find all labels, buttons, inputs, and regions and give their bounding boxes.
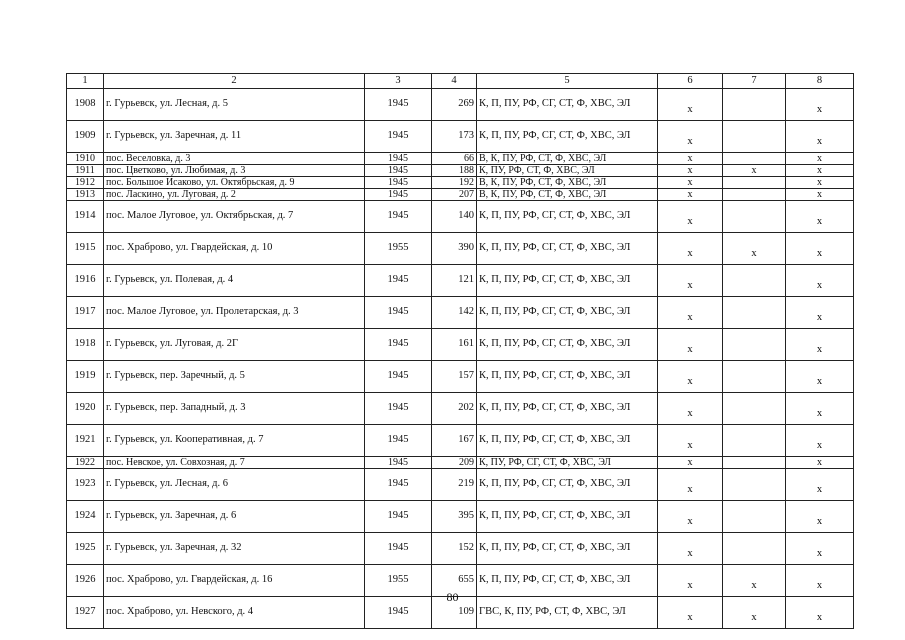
column-6-mark-cell: x — [658, 501, 723, 533]
row-number-cell: 1918 — [67, 329, 104, 361]
year-cell: 1955 — [365, 565, 432, 597]
address-cell: г. Гурьевск, ул. Заречная, д. 6 — [104, 501, 365, 533]
column-8-mark-cell: x — [786, 457, 854, 469]
address-cell: г. Гурьевск, пер. Заречный, д. 5 — [104, 361, 365, 393]
systems-cell: К, П, ПУ, РФ, СГ, СТ, Ф, ХВС, ЭЛ — [477, 89, 658, 121]
row-number-cell: 1923 — [67, 469, 104, 501]
column-6-mark-cell: x — [658, 189, 723, 201]
table-row — [67, 361, 854, 393]
column-6-mark-cell: x — [658, 265, 723, 297]
year-cell: 1945 — [365, 393, 432, 425]
address-cell: г. Гурьевск, ул. Кооперативная, д. 7 — [104, 425, 365, 457]
systems-cell: К, ПУ, РФ, СТ, Ф, ХВС, ЭЛ — [477, 165, 658, 177]
column-7-mark-cell — [723, 393, 786, 425]
area-cell: 152 — [432, 533, 477, 565]
column-header: 5 — [477, 74, 658, 89]
systems-cell: К, ПУ, РФ, СГ, СТ, Ф, ХВС, ЭЛ — [477, 457, 658, 469]
address-cell: г. Гурьевск, пер. Западный, д. 3 — [104, 393, 365, 425]
area-cell: 157 — [432, 361, 477, 393]
address-cell: г. Гурьевск, ул. Заречная, д. 32 — [104, 533, 365, 565]
address-cell: г. Гурьевск, ул. Заречная, д. 11 — [104, 121, 365, 153]
column-7-mark-cell — [723, 297, 786, 329]
column-7-mark-cell — [723, 533, 786, 565]
year-cell: 1945 — [365, 329, 432, 361]
column-6-mark-cell: x — [658, 89, 723, 121]
column-7-mark-cell — [723, 189, 786, 201]
column-7-mark-cell: x — [723, 565, 786, 597]
row-number-cell: 1914 — [67, 201, 104, 233]
table-row — [67, 425, 854, 457]
systems-cell: К, П, ПУ, РФ, СГ, СТ, Ф, ХВС, ЭЛ — [477, 265, 658, 297]
column-7-mark-cell — [723, 501, 786, 533]
address-cell: г. Гурьевск, ул. Лесная, д. 6 — [104, 469, 365, 501]
systems-cell: В, К, ПУ, РФ, СТ, Ф, ХВС, ЭЛ — [477, 177, 658, 189]
area-cell: 167 — [432, 425, 477, 457]
address-cell: г. Гурьевск, ул. Полевая, д. 4 — [104, 265, 365, 297]
year-cell: 1945 — [365, 121, 432, 153]
housing-register-table — [66, 73, 854, 629]
row-number-cell: 1917 — [67, 297, 104, 329]
systems-cell: К, П, ПУ, РФ, СГ, СТ, Ф, ХВС, ЭЛ — [477, 329, 658, 361]
address-cell: г. Гурьевск, ул. Луговая, д. 2Г — [104, 329, 365, 361]
address-cell: пос. Храброво, ул. Гвардейская, д. 16 — [104, 565, 365, 597]
column-8-mark-cell: x — [786, 297, 854, 329]
year-cell: 1945 — [365, 189, 432, 201]
column-8-mark-cell: x — [786, 565, 854, 597]
column-6-mark-cell: x — [658, 393, 723, 425]
area-cell: 390 — [432, 233, 477, 265]
column-8-mark-cell: x — [786, 153, 854, 165]
column-6-mark-cell: x — [658, 165, 723, 177]
area-cell: 269 — [432, 89, 477, 121]
column-header: 4 — [432, 74, 477, 89]
column-7-mark-cell — [723, 89, 786, 121]
systems-cell: В, К, ПУ, РФ, СТ, Ф, ХВС, ЭЛ — [477, 189, 658, 201]
row-number-cell: 1915 — [67, 233, 104, 265]
area-cell: 161 — [432, 329, 477, 361]
area-cell: 66 — [432, 153, 477, 165]
table-row — [67, 153, 854, 165]
row-number-cell: 1922 — [67, 457, 104, 469]
year-cell: 1945 — [365, 89, 432, 121]
year-cell: 1945 — [365, 297, 432, 329]
year-cell: 1945 — [365, 165, 432, 177]
column-6-mark-cell: x — [658, 361, 723, 393]
year-cell: 1945 — [365, 201, 432, 233]
table-row — [67, 533, 854, 565]
column-header: 6 — [658, 74, 723, 89]
column-7-mark-cell: x — [723, 597, 786, 629]
column-8-mark-cell: x — [786, 121, 854, 153]
column-6-mark-cell: x — [658, 233, 723, 265]
column-header: 7 — [723, 74, 786, 89]
table-row — [67, 297, 854, 329]
address-cell: пос. Ласкино, ул. Луговая, д. 2 — [104, 189, 365, 201]
column-8-mark-cell: x — [786, 189, 854, 201]
column-header: 2 — [104, 74, 365, 89]
table-row — [67, 457, 854, 469]
table-row — [67, 393, 854, 425]
column-8-mark-cell: x — [786, 201, 854, 233]
table-row — [67, 329, 854, 361]
year-cell: 1945 — [365, 533, 432, 565]
column-8-mark-cell: x — [786, 425, 854, 457]
area-cell: 142 — [432, 297, 477, 329]
column-8-mark-cell: x — [786, 533, 854, 565]
row-number-cell: 1909 — [67, 121, 104, 153]
column-6-mark-cell: x — [658, 329, 723, 361]
table-row — [67, 469, 854, 501]
area-cell: 202 — [432, 393, 477, 425]
table-row — [67, 501, 854, 533]
column-8-mark-cell: x — [786, 177, 854, 189]
address-cell: пос. Большое Исаково, ул. Октябрьская, д. 9 — [104, 177, 365, 189]
column-6-mark-cell: x — [658, 425, 723, 457]
column-6-mark-cell: x — [658, 533, 723, 565]
year-cell: 1945 — [365, 469, 432, 501]
row-number-cell: 1913 — [67, 189, 104, 201]
column-6-mark-cell: x — [658, 565, 723, 597]
address-cell: пос. Малое Луговое, ул. Пролетарская, д. 3 — [104, 297, 365, 329]
address-cell: пос. Невское, ул. Совхозная, д. 7 — [104, 457, 365, 469]
column-7-mark-cell — [723, 457, 786, 469]
address-cell: пос. Веселовка, д. 3 — [104, 153, 365, 165]
area-cell: 395 — [432, 501, 477, 533]
systems-cell: К, П, ПУ, РФ, СГ, СТ, Ф, ХВС, ЭЛ — [477, 297, 658, 329]
systems-cell: К, П, ПУ, РФ, СГ, СТ, Ф, ХВС, ЭЛ — [477, 469, 658, 501]
column-header: 1 — [67, 74, 104, 89]
column-6-mark-cell: x — [658, 121, 723, 153]
area-cell: 109 — [432, 597, 477, 629]
column-7-mark-cell — [723, 201, 786, 233]
column-7-mark-cell — [723, 425, 786, 457]
column-7-mark-cell — [723, 153, 786, 165]
column-6-mark-cell: x — [658, 153, 723, 165]
address-cell: г. Гурьевск, ул. Лесная, д. 5 — [104, 89, 365, 121]
table-row — [67, 121, 854, 153]
table-body — [67, 89, 854, 629]
column-8-mark-cell: x — [786, 393, 854, 425]
systems-cell: К, П, ПУ, РФ, СГ, СТ, Ф, ХВС, ЭЛ — [477, 565, 658, 597]
column-8-mark-cell: x — [786, 329, 854, 361]
page-number: 80 — [446, 590, 459, 604]
table-row — [67, 89, 854, 121]
systems-cell: К, П, ПУ, РФ, СГ, СТ, Ф, ХВС, ЭЛ — [477, 501, 658, 533]
systems-cell: ГВС, К, ПУ, РФ, СТ, Ф, ХВС, ЭЛ — [477, 597, 658, 629]
row-number-cell: 1921 — [67, 425, 104, 457]
address-cell: пос. Храброво, ул. Невского, д. 4 — [104, 597, 365, 629]
column-6-mark-cell: x — [658, 469, 723, 501]
column-7-mark-cell: x — [723, 165, 786, 177]
column-7-mark-cell — [723, 469, 786, 501]
column-7-mark-cell — [723, 121, 786, 153]
systems-cell: К, П, ПУ, РФ, СГ, СТ, Ф, ХВС, ЭЛ — [477, 121, 658, 153]
year-cell: 1955 — [365, 233, 432, 265]
table-row — [67, 165, 854, 177]
column-8-mark-cell: x — [786, 89, 854, 121]
column-7-mark-cell — [723, 329, 786, 361]
systems-cell: К, П, ПУ, РФ, СГ, СТ, Ф, ХВС, ЭЛ — [477, 201, 658, 233]
systems-cell: В, К, ПУ, РФ, СТ, Ф, ХВС, ЭЛ — [477, 153, 658, 165]
area-cell: 188 — [432, 165, 477, 177]
column-header: 8 — [786, 74, 854, 89]
row-number-cell: 1910 — [67, 153, 104, 165]
row-number-cell: 1925 — [67, 533, 104, 565]
column-header: 3 — [365, 74, 432, 89]
column-8-mark-cell: x — [786, 265, 854, 297]
column-6-mark-cell: x — [658, 597, 723, 629]
area-cell: 121 — [432, 265, 477, 297]
systems-cell: К, П, ПУ, РФ, СГ, СТ, Ф, ХВС, ЭЛ — [477, 233, 658, 265]
area-cell: 140 — [432, 201, 477, 233]
column-7-mark-cell — [723, 265, 786, 297]
year-cell: 1945 — [365, 425, 432, 457]
year-cell: 1945 — [365, 153, 432, 165]
column-7-mark-cell — [723, 361, 786, 393]
row-number-cell: 1908 — [67, 89, 104, 121]
year-cell: 1945 — [365, 177, 432, 189]
systems-cell: К, П, ПУ, РФ, СГ, СТ, Ф, ХВС, ЭЛ — [477, 393, 658, 425]
area-cell: 207 — [432, 189, 477, 201]
address-cell: пос. Цветково, ул. Любимая, д. 3 — [104, 165, 365, 177]
column-6-mark-cell: x — [658, 297, 723, 329]
column-6-mark-cell: x — [658, 177, 723, 189]
row-number-cell: 1920 — [67, 393, 104, 425]
column-6-mark-cell: x — [658, 201, 723, 233]
row-number-cell: 1927 — [67, 597, 104, 629]
column-8-mark-cell: x — [786, 361, 854, 393]
area-cell: 192 — [432, 177, 477, 189]
row-number-cell: 1924 — [67, 501, 104, 533]
year-cell: 1945 — [365, 361, 432, 393]
table-row — [67, 189, 854, 201]
column-7-mark-cell: x — [723, 233, 786, 265]
systems-cell: К, П, ПУ, РФ, СГ, СТ, Ф, ХВС, ЭЛ — [477, 425, 658, 457]
row-number-cell: 1916 — [67, 265, 104, 297]
table-row — [67, 201, 854, 233]
column-8-mark-cell: x — [786, 469, 854, 501]
column-8-mark-cell: x — [786, 501, 854, 533]
address-cell: пос. Малое Луговое, ул. Октябрьская, д. 7 — [104, 201, 365, 233]
address-cell: пос. Храброво, ул. Гвардейская, д. 10 — [104, 233, 365, 265]
table-row — [67, 177, 854, 189]
area-cell: 655 — [432, 565, 477, 597]
row-number-cell: 1911 — [67, 165, 104, 177]
area-cell: 219 — [432, 469, 477, 501]
year-cell: 1945 — [365, 457, 432, 469]
area-cell: 209 — [432, 457, 477, 469]
systems-cell: К, П, ПУ, РФ, СГ, СТ, Ф, ХВС, ЭЛ — [477, 533, 658, 565]
table-row — [67, 265, 854, 297]
column-8-mark-cell: x — [786, 233, 854, 265]
systems-cell: К, П, ПУ, РФ, СГ, СТ, Ф, ХВС, ЭЛ — [477, 361, 658, 393]
column-7-mark-cell — [723, 177, 786, 189]
column-8-mark-cell: x — [786, 597, 854, 629]
area-cell: 173 — [432, 121, 477, 153]
column-6-mark-cell: x — [658, 457, 723, 469]
row-number-cell: 1926 — [67, 565, 104, 597]
table-row — [67, 233, 854, 265]
year-cell: 1945 — [365, 597, 432, 629]
row-number-cell: 1919 — [67, 361, 104, 393]
row-number-cell: 1912 — [67, 177, 104, 189]
year-cell: 1945 — [365, 265, 432, 297]
column-8-mark-cell: x — [786, 165, 854, 177]
header-row — [67, 74, 854, 89]
year-cell: 1945 — [365, 501, 432, 533]
